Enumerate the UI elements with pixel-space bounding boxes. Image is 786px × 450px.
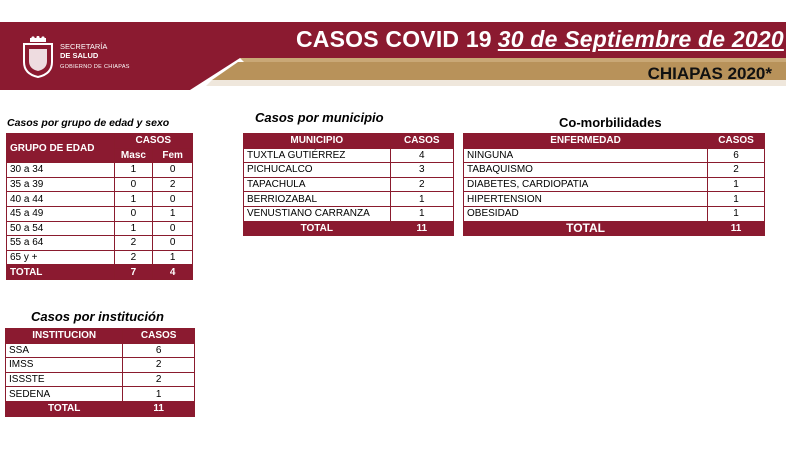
col-header-masc: Masc: [114, 148, 153, 163]
col-header-municipality: MUNICIPIO: [244, 134, 391, 149]
col-header-fem: Fem: [153, 148, 193, 163]
disease-cell: NINGUNA: [464, 148, 708, 163]
cases-cell: 1: [390, 206, 453, 221]
total-label: TOTAL: [7, 265, 115, 280]
table-row: [244, 148, 454, 163]
col-header-cases: CASOS: [123, 329, 195, 344]
age-sex-table: [6, 133, 193, 280]
col-header-cases: CASOS: [114, 134, 192, 149]
masc-cell: 2: [114, 236, 153, 251]
age-group-cell: 40 a 44: [7, 192, 115, 207]
cases-cell: 1: [708, 192, 765, 207]
municipality-cell: TAPACHULA: [244, 177, 391, 192]
age-group-cell: 45 a 49: [7, 206, 115, 221]
fem-cell: 1: [153, 206, 193, 221]
total-label: TOTAL: [464, 221, 708, 236]
table-row: [6, 343, 195, 358]
municipality-section-title: Casos por municipio: [255, 110, 384, 125]
cases-cell: 2: [123, 372, 195, 387]
disease-cell: TABAQUISMO: [464, 163, 708, 178]
col-header-institution: INSTITUCION: [6, 329, 123, 344]
institution-cell: SSA: [6, 343, 123, 358]
table-row: [7, 250, 193, 265]
table-row: [7, 177, 193, 192]
age-group-cell: 50 a 54: [7, 221, 115, 236]
disease-cell: HIPERTENSION: [464, 192, 708, 207]
age-sex-section-title: Casos por grupo de edad y sexo: [7, 117, 170, 129]
cases-cell: 1: [390, 192, 453, 207]
total-value: 11: [123, 401, 195, 416]
institution-table: [5, 328, 195, 417]
masc-cell: 1: [114, 192, 153, 207]
municipality-table: [243, 133, 454, 236]
cases-cell: 6: [708, 148, 765, 163]
masc-cell: 0: [114, 206, 153, 221]
table-row: [7, 163, 193, 178]
title-date: 30 de Septiembre de 2020: [497, 26, 784, 52]
disease-cell: OBESIDAD: [464, 206, 708, 221]
table-row: [244, 206, 454, 221]
age-group-cell: 35 a 39: [7, 177, 115, 192]
age-group-cell: 30 a 34: [7, 163, 115, 178]
total-fem: 4: [153, 265, 193, 280]
cases-cell: 1: [708, 206, 765, 221]
cases-cell: 4: [390, 148, 453, 163]
table-row: [7, 221, 193, 236]
masc-cell: 0: [114, 177, 153, 192]
table-row: [6, 387, 195, 402]
table-row: [7, 236, 193, 251]
total-row: [244, 221, 454, 236]
fem-cell: 0: [153, 192, 193, 207]
municipality-cell: VENUSTIANO CARRANZA: [244, 206, 391, 221]
total-label: TOTAL: [244, 221, 391, 236]
fem-cell: 0: [153, 221, 193, 236]
cases-cell: 1: [123, 387, 195, 402]
title-prefix: CASOS COVID 19: [296, 26, 492, 52]
age-group-cell: 55 a 64: [7, 236, 115, 251]
cases-cell: 2: [123, 358, 195, 373]
cases-cell: 2: [390, 177, 453, 192]
table-row: [464, 163, 765, 178]
masc-cell: 1: [114, 163, 153, 178]
table-row: [244, 192, 454, 207]
municipality-cell: BERRIOZABAL: [244, 192, 391, 207]
total-value: 11: [708, 221, 765, 236]
page-title: [296, 26, 784, 53]
table-row: [464, 192, 765, 207]
table-row: [464, 177, 765, 192]
fem-cell: 2: [153, 177, 193, 192]
comorbidities-table: [463, 133, 765, 236]
comorbidities-section-title: Co-morbilidades: [559, 115, 662, 130]
logo-line-1: SECRETARÍA: [60, 42, 108, 51]
total-label: TOTAL: [6, 401, 123, 416]
masc-cell: 2: [114, 250, 153, 265]
cases-cell: 2: [708, 163, 765, 178]
institution-cell: ISSSTE: [6, 372, 123, 387]
fem-cell: 0: [153, 163, 193, 178]
logo-line-3: GOBIERNO DE CHIAPAS: [60, 64, 130, 70]
municipality-cell: TUXTLA GUTIÉRREZ: [244, 148, 391, 163]
cases-cell: 1: [708, 177, 765, 192]
age-group-cell: 65 y +: [7, 250, 115, 265]
table-row: [244, 177, 454, 192]
disease-cell: DIABETES, CARDIOPATIA: [464, 177, 708, 192]
col-header-cases: CASOS: [708, 134, 765, 149]
table-row: [6, 372, 195, 387]
institution-cell: SEDENA: [6, 387, 123, 402]
institution-cell: IMSS: [6, 358, 123, 373]
col-header-age-group: GRUPO DE EDAD: [7, 134, 115, 163]
state-year-label: CHIAPAS 2020*: [647, 64, 772, 83]
logo-line-2: DE SALUD: [60, 51, 99, 60]
table-row: [464, 148, 765, 163]
col-header-disease: ENFERMEDAD: [464, 134, 708, 149]
total-row: [6, 401, 195, 416]
table-row: [7, 206, 193, 221]
total-value: 11: [390, 221, 453, 236]
table-row: [7, 192, 193, 207]
total-row: [7, 265, 193, 280]
institution-section-title: Casos por institución: [31, 309, 164, 324]
table-row: [244, 163, 454, 178]
municipality-cell: PICHUCALCO: [244, 163, 391, 178]
cases-cell: 6: [123, 343, 195, 358]
masc-cell: 1: [114, 221, 153, 236]
table-row: [6, 358, 195, 373]
coat-of-arms-icon: [20, 36, 56, 78]
fem-cell: 0: [153, 236, 193, 251]
table-row: [464, 206, 765, 221]
ministry-logo-text: [60, 42, 130, 72]
cases-cell: 3: [390, 163, 453, 178]
col-header-cases: CASOS: [390, 134, 453, 149]
total-row: [464, 221, 765, 236]
total-masc: 7: [114, 265, 153, 280]
fem-cell: 1: [153, 250, 193, 265]
header-banner: [0, 0, 786, 90]
